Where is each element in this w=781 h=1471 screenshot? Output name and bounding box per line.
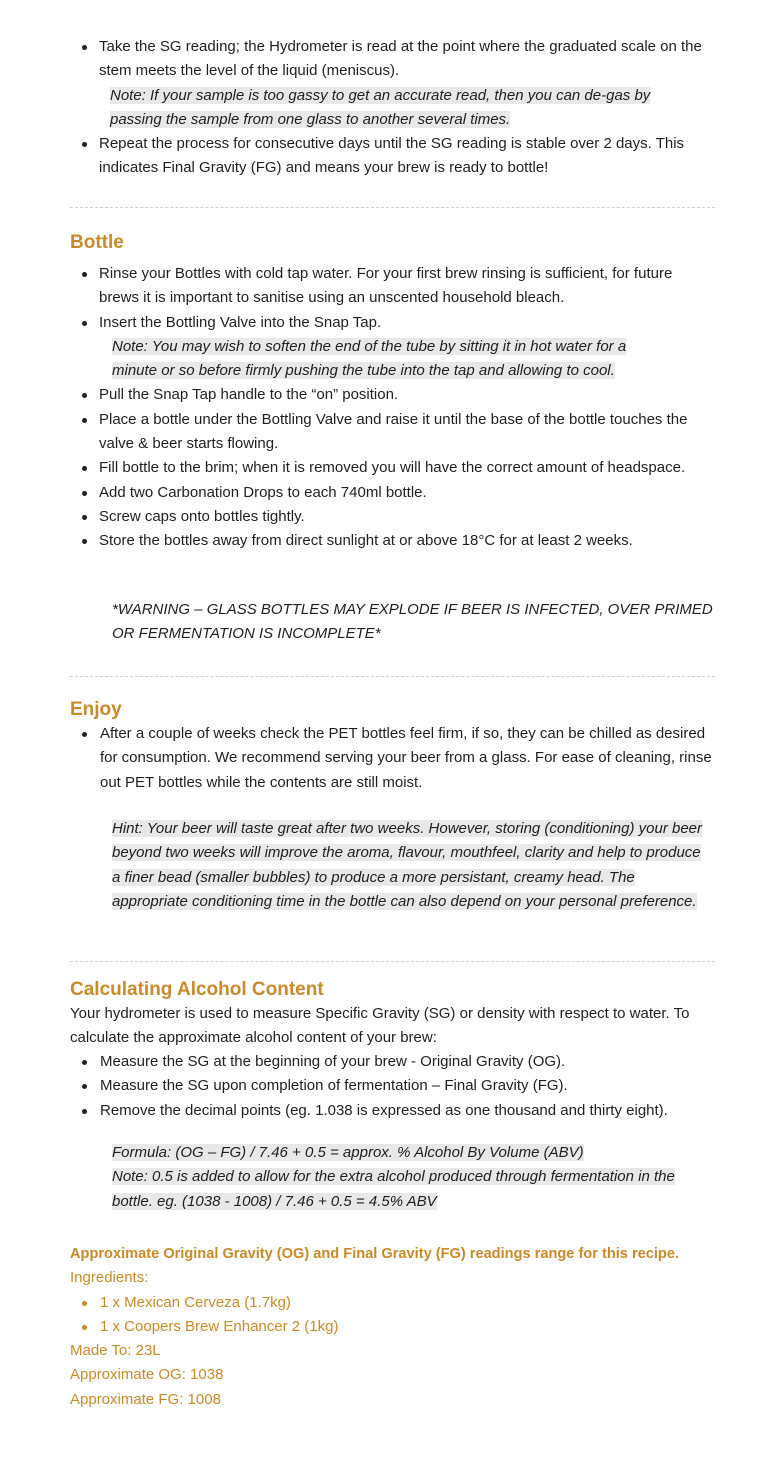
- list-item: Measure the SG upon completion of fermentation – Final Gravity (FG).: [70, 1074, 715, 1098]
- gassy-sample-note: Note: If your sample is too gassy to get an accurate read, then you can de-gas by passing the sample from one glass to another several times.: [110, 86, 651, 128]
- section-divider: [70, 961, 715, 962]
- bottling-valve-note: Note: You may wish to soften the end of the tube by sitting it in hot water for a minute or so before firmly pushing the tube into the tap and allowing to cool.: [112, 337, 627, 380]
- list-item: Screw caps onto bottles tightly.: [70, 505, 715, 529]
- list-item: 1 x Coopers Brew Enhancer 2 (1kg): [70, 1315, 715, 1339]
- list-item: After a couple of weeks check the PET bottles feel firm, if so, they can be chilled as desired for consumption. We recommend serving your beer from a glass. For ease of cleaning, rinse out PET bottles while the contents are still moist.: [70, 722, 715, 795]
- approx-fg: Approximate FG: 1008: [70, 1390, 221, 1408]
- list-item: 1 x Mexican Cerveza (1.7kg): [70, 1291, 715, 1315]
- enjoy-heading: Enjoy: [70, 699, 122, 720]
- recipe-block: [70, 1242, 715, 1412]
- abv-formula-note: Note: 0.5 is added to allow for the extra alcohol produced through fermentation in the bottle. eg. (1038 - 1008) / 7.46 + 0.5 = 4.5% ABV: [112, 1168, 675, 1210]
- alcohol-intro: Your hydrometer is used to measure Specific Gravity (SG) or density with respect to water. To calculate the approximate alcohol content of your brew:: [70, 1005, 690, 1047]
- alcohol-steps-list: [70, 1050, 715, 1123]
- list-item: Remove the decimal points (eg. 1.038 is expressed as one thousand and thirty eight).: [70, 1099, 715, 1123]
- abv-formula-block: [70, 1141, 715, 1214]
- list-item: Take the SG reading; the Hydrometer is read at the point where the graduated scale on the stem meets the level of the liquid (meniscus).: [70, 35, 715, 84]
- ingredients-label: Ingredients:: [70, 1269, 149, 1287]
- section-divider: [70, 676, 715, 677]
- recipe-title: Approximate Original Gravity (OG) and Final Gravity (FG) readings range for this recipe.: [70, 1246, 680, 1262]
- list-item: Store the bottles away from direct sunlight at or above 18°C for at least 2 weeks.: [70, 529, 715, 553]
- glass-bottle-warning: *WARNING – GLASS BOTTLES MAY EXPLODE IF BEER IS INFECTED, OVER PRIMED OR FERMENTATION IS INCOMPLETE*: [112, 601, 713, 642]
- list-item: Repeat the process for consecutive days until the SG reading is stable over 2 days. This indicates Final Gravity (FG) and means your brew is ready to bottle!: [70, 132, 715, 181]
- list-item: Insert the Bottling Valve into the Snap Tap.: [70, 311, 715, 335]
- list-item: Fill bottle to the brim; when it is removed you will have the correct amount of headspace.: [70, 456, 715, 480]
- list-item: Add two Carbonation Drops to each 740ml bottle.: [70, 481, 715, 505]
- list-item: Place a bottle under the Bottling Valve and raise it until the base of the bottle touches the valve & beer starts flowing.: [70, 408, 715, 457]
- list-item: Measure the SG at the beginning of your brew - Original Gravity (OG).: [70, 1050, 715, 1074]
- conditioning-hint: Hint: Your beer will taste great after two weeks. However, storing (conditioning) your beer beyond two weeks will improve the aroma, flavour, mouthfeel, clarity and help to produce a finer bead (smaller bubbles) to produce a more persistant, creamy head. The appropriate conditioning time in the bottle can also depend on your personal preference.: [112, 820, 703, 910]
- approx-og: Approximate OG: 1038: [70, 1366, 224, 1384]
- made-to: Made To: 23L: [70, 1342, 161, 1360]
- bottle-heading: Bottle: [70, 232, 124, 253]
- bottle-steps-list: [70, 262, 715, 554]
- enjoy-steps-list: [70, 722, 715, 795]
- ingredients-list: [70, 1291, 715, 1340]
- fermentation-steps-list: [70, 35, 715, 181]
- list-item: Rinse your Bottles with cold tap water. For your first brew rinsing is sufficient, for future brews it is important to sanitise using an unscented household bleach.: [70, 262, 715, 311]
- list-item: Pull the Snap Tap handle to the “on” position.: [70, 383, 715, 407]
- section-divider: [70, 207, 715, 208]
- alcohol-heading: Calculating Alcohol Content: [70, 979, 324, 1000]
- abv-formula: Formula: (OG – FG) / 7.46 + 0.5 = approx. % Alcohol By Volume (ABV): [112, 1144, 584, 1161]
